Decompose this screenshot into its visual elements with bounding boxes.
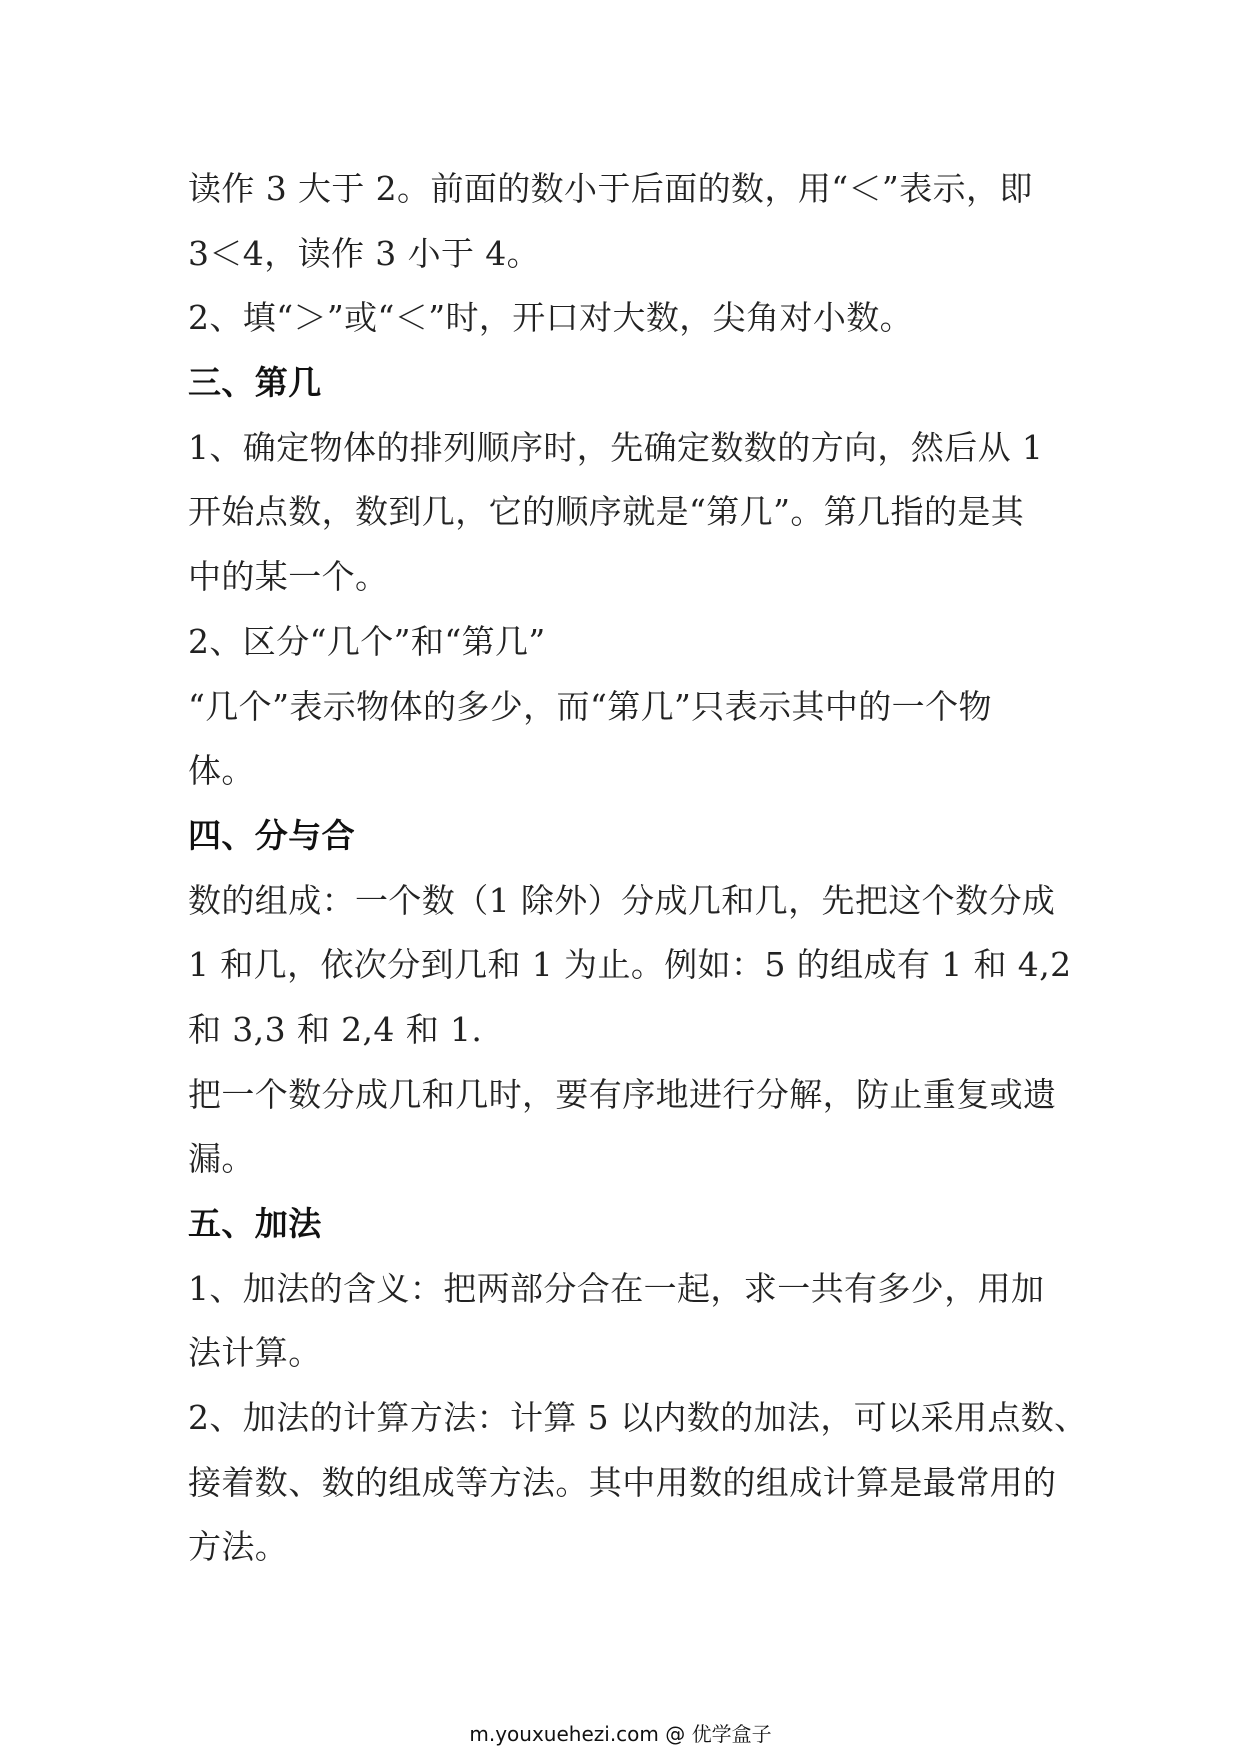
body-line: 体。 [188, 751, 255, 791]
section-heading-5: 五、加法 [188, 1204, 322, 1243]
body-line: 2、区分“几个”和“第几” [188, 621, 546, 661]
body-line: 中的某一个。 [188, 557, 389, 597]
document-body [188, 157, 1088, 1580]
body-line: 2、加法的计算方法：计算 5 以内数的加法，可以采用点数、 [188, 1398, 1088, 1438]
section-heading-4: 四、分与合 [188, 815, 355, 855]
body-line: 1、确定物体的排列顺序时，先确定数数的方向，然后从 1 [188, 427, 1044, 467]
section-heading-3: 三、第几 [188, 363, 322, 403]
footer-watermark: m.youxuehezi.com @ 优学盒子 [469, 1722, 772, 1746]
body-line: 开始点数，数到几，它的顺序就是“第几”。第几指的是其 [188, 492, 1025, 532]
body-line: 3＜4，读作 3 小于 4。 [188, 233, 541, 273]
body-line: 接着数、数的组成等方法。其中用数的组成计算是最常用的 [188, 1462, 1057, 1502]
body-line: 1、加法的含义：把两部分合在一起，求一共有多少，用加 [188, 1268, 1045, 1308]
body-line: 法计算。 [188, 1333, 322, 1373]
body-line: 和 3,3 和 2,4 和 1. [188, 1009, 483, 1049]
body-line: 2、填“＞”或“＜”时，开口对大数，尖角对小数。 [188, 298, 914, 338]
body-line: 漏。 [188, 1139, 255, 1179]
body-line: “几个”表示物体的多少，而“第几”只表示其中的一个物 [188, 686, 992, 726]
body-line: 1 和几，依次分到几和 1 为止。例如：5 的组成有 1 和 4,2 [188, 945, 1072, 985]
body-line: 方法。 [188, 1527, 289, 1567]
body-line: 数的组成：一个数（1 除外）分成几和几，先把这个数分成 [188, 880, 1056, 920]
body-line: 读作 3 大于 2。前面的数小于后面的数，用“＜”表示，即 [188, 169, 1033, 208]
body-line: 把一个数分成几和几时，要有序地进行分解，防止重复或遗 [188, 1074, 1057, 1114]
